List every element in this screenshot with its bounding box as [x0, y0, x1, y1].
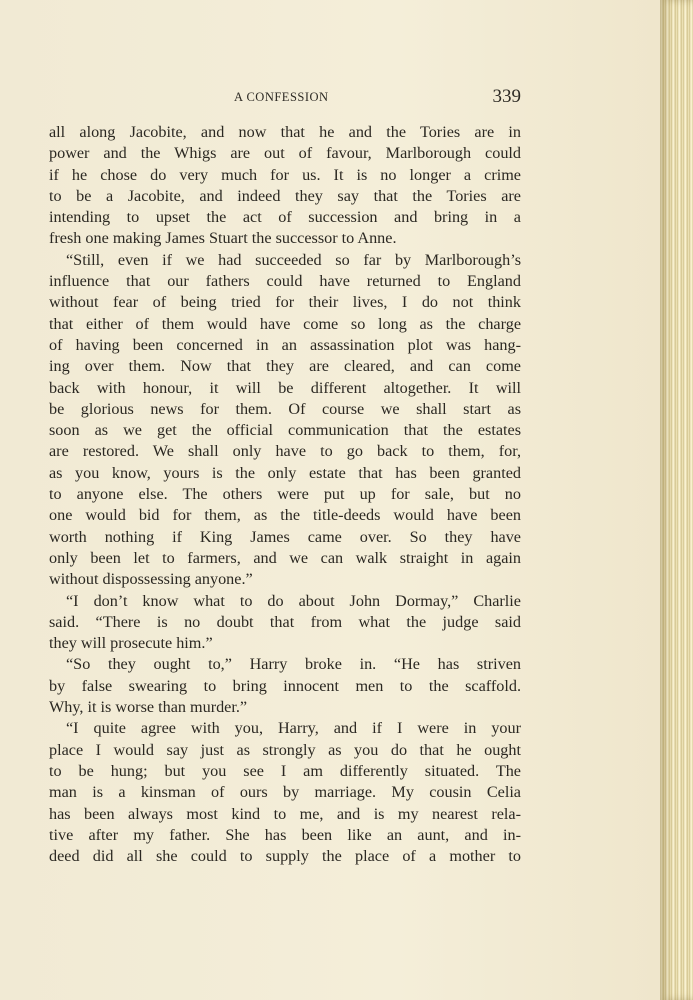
text-line: said. “There is no doubt that from what the judge said [49, 612, 521, 631]
text-line: place I would say just as strongly as you do that he ought [49, 740, 521, 759]
running-title: A CONFESSION [234, 90, 329, 104]
text-line: deed did all she could to supply the place of a mother to [49, 847, 521, 866]
text-line: “I don’t know what to do about John Dormay,” Charlie [66, 591, 521, 610]
text-line: intending to upset the act of succession and bring in a [49, 208, 521, 227]
page-number: 339 [492, 86, 521, 107]
text-line: worth nothing if King James came over. So they have [49, 527, 521, 546]
text-line: “I quite agree with you, Harry, and if I were in your [66, 719, 521, 738]
text-line: ing over them. Now that they are cleared, and can come [49, 357, 521, 376]
text-line: if he chose do very much for us. It is no longer a crime [49, 165, 521, 184]
text-line: “Still, even if we had succeeded so far by Marlborough’s [66, 250, 521, 269]
text-line: they will prosecute him.” [49, 634, 213, 653]
text-line: “So they ought to,” Harry broke in. “He has striven [66, 655, 521, 674]
text-line: back with honour, it will be different altogether. It will [49, 378, 521, 397]
text-line: soon as we get the official communication that the estates [49, 421, 521, 440]
text-line: to be hung; but you see I am differently situated. The [49, 761, 521, 780]
text-line: are restored. We shall only have to go back to them, for, [49, 442, 521, 461]
text-line: to anyone else. The others were put up for sale, but no [49, 485, 521, 504]
running-header [49, 86, 521, 110]
text-line: man is a kinsman of ours by marriage. My cousin Celia [49, 783, 521, 802]
text-line: only been let to farmers, and we can walk straight in again [49, 548, 521, 567]
text-line: be glorious news for them. Of course we shall start as [49, 399, 521, 418]
text-line: of having been concerned in an assassination plot was hang- [49, 335, 521, 354]
text-line: as you know, yours is the only estate that has been granted [49, 463, 521, 482]
text-line: that either of them would have come so long as the charge [49, 314, 521, 333]
text-line: influence that our fathers could have returned to England [49, 272, 521, 291]
text-line: power and the Whigs are out of favour, Marlborough could [49, 144, 521, 163]
text-line: one would bid for them, as the title-deeds would have been [49, 506, 521, 525]
text-line: by false swearing to bring innocent men to the scaffold. [49, 676, 521, 695]
text-line: without fear of being tried for their lives, I do not think [49, 293, 521, 312]
text-line: Why, it is worse than murder.” [49, 698, 248, 717]
text-line: tive after my father. She has been like an aunt, and in- [49, 825, 521, 844]
body-text [49, 122, 521, 867]
text-line: without dispossessing anyone.” [49, 570, 253, 589]
text-line: has been always most kind to me, and is my nearest rela- [49, 804, 521, 823]
page-edge [660, 0, 693, 1000]
text-line: to be a Jacobite, and indeed they say that the Tories are [49, 186, 521, 205]
text-line: all along Jacobite, and now that he and the Tories are in [49, 123, 521, 141]
text-line: fresh one making James Stuart the successor to Anne. [49, 229, 397, 248]
